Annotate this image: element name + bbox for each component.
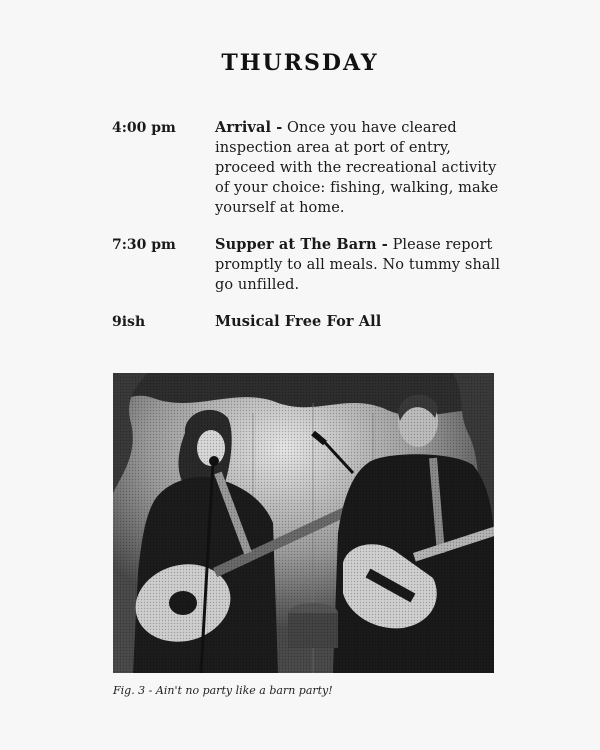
- event-description: Once you have cleared inspection area at port of entry, proceed with the recreational activity of your choice: fishing, walking, make yourself at home.: [215, 120, 499, 216]
- page-title: THURSDAY: [221, 50, 379, 76]
- event-time: 4:00 pm: [112, 120, 176, 136]
- schedule-list: [112, 118, 502, 349]
- event-name: Arrival -: [215, 119, 283, 136]
- schedule-item: [112, 235, 502, 295]
- event-time: 7:30 pm: [112, 237, 176, 253]
- band-photo: [113, 373, 494, 673]
- event-details: [215, 118, 502, 218]
- figure-caption: Fig. 3 - Ain't no party like a barn party!: [113, 684, 333, 697]
- event-details: [215, 312, 502, 332]
- schedule-item: [112, 312, 502, 332]
- event-name: Musical Free For All: [215, 313, 382, 330]
- event-time: 9ish: [112, 314, 146, 330]
- event-details: [215, 235, 502, 295]
- schedule-item: [112, 118, 502, 218]
- event-description: Please report promptly to all meals. No tummy shall go unfilled.: [215, 237, 501, 293]
- event-name: Supper at The Barn -: [215, 236, 388, 253]
- band-photo-illustration: [113, 373, 494, 673]
